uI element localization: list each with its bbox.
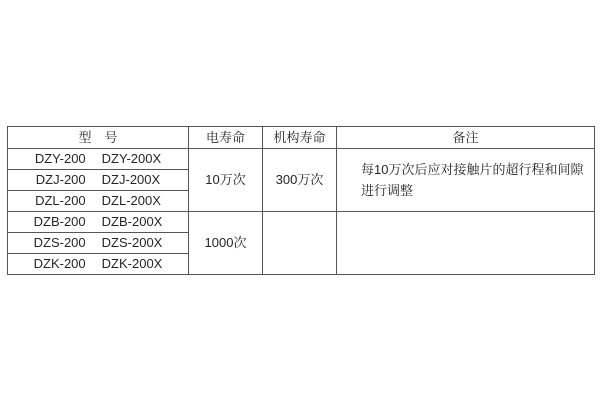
mechanical-life-group-1: 300万次 — [263, 149, 337, 212]
model-cell-dzj — [8, 170, 189, 191]
remark-line-1: 每10万次后应对接触片的超行程和间隙 — [361, 162, 584, 177]
remark-group-2 — [337, 212, 595, 275]
model-b: DZB-200X — [101, 214, 163, 229]
remark-group-1 — [337, 149, 595, 212]
remark-line-empty-1 — [361, 222, 594, 243]
model-a: DZJ-200 — [35, 172, 86, 187]
header-electrical-life: 电寿命 — [189, 127, 263, 149]
model-cell-dzs — [8, 233, 189, 254]
model-b: DZL-200X — [101, 193, 161, 208]
relay-spec-table — [7, 126, 595, 275]
model-cell-dzl — [8, 191, 189, 212]
table-row-dzb — [8, 212, 595, 233]
remark-line-empty-2 — [361, 243, 594, 264]
header-row — [8, 127, 595, 149]
electrical-life-group-1: 10万次 — [189, 149, 263, 212]
model-a: DZB-200 — [33, 214, 86, 229]
model-b: DZK-200X — [101, 256, 163, 271]
model-cell-dzy — [8, 149, 189, 170]
header-mechanical-life: 机构寿命 — [263, 127, 337, 149]
electrical-life-group-2: 1000次 — [189, 212, 263, 275]
mechanical-life-group-2 — [263, 212, 337, 275]
remark-line-2: 进行调整 — [361, 183, 414, 198]
model-b: DZS-200X — [101, 235, 163, 250]
model-b: DZJ-200X — [101, 172, 161, 187]
model-cell-dzk — [8, 254, 189, 275]
model-b: DZY-200X — [101, 151, 162, 166]
header-model: 型 号 — [8, 127, 189, 149]
model-cell-dzb — [8, 212, 189, 233]
model-a: DZS-200 — [33, 235, 86, 250]
model-a: DZL-200 — [35, 193, 86, 208]
table-row-dzy — [8, 149, 595, 170]
header-remark: 备注 — [337, 127, 595, 149]
model-a: DZY-200 — [34, 151, 86, 166]
model-a: DZK-200 — [33, 256, 86, 271]
